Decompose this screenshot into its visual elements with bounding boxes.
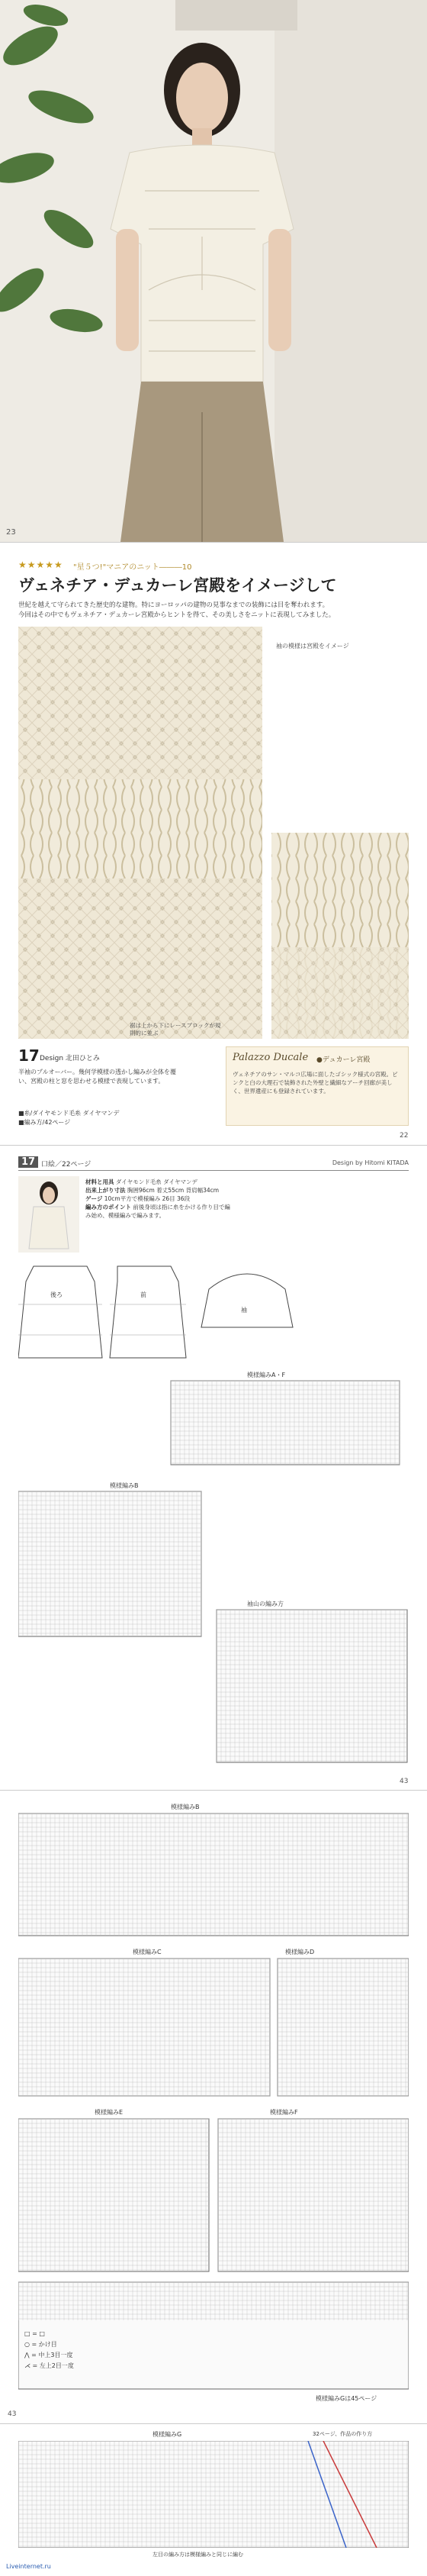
- chart-title: 模様編みB: [171, 1804, 200, 1810]
- caption-bottom: 裾は上から下にレースブロックが規則的に並ぶ: [130, 1022, 221, 1037]
- legend-item: ⋌ = 左上2目一度: [24, 2362, 74, 2369]
- knit-chart-g: [18, 2441, 409, 2548]
- design-credit: Design 北田ひとみ: [40, 1055, 100, 1062]
- legend-item: ○ = かけ目: [24, 2341, 57, 2348]
- design-credit: Design by Hitomi KITADA: [332, 1159, 409, 1166]
- legend-item: □ = □: [24, 2330, 45, 2337]
- instructions: [85, 1178, 230, 1220]
- pattern-page-1: [0, 1145, 427, 1791]
- materials: [18, 1109, 186, 1127]
- article-page: [0, 542, 427, 1146]
- chart-title: 模様編みE: [95, 2109, 124, 2116]
- part-label-sleeve: 袖: [241, 1307, 247, 1314]
- rating-stars: ★★★★★: [18, 559, 63, 570]
- closeup-top: [18, 627, 262, 779]
- palazzo-box: [226, 1046, 409, 1126]
- header-bar: [18, 1156, 409, 1171]
- model-photo: [0, 0, 427, 542]
- size-value: 胸囲96cm 着丈55cm 背肩幅34cm: [127, 1187, 220, 1194]
- materials-line: ■糸/ダイヤモンド毛糸 ダイヤマンデ: [18, 1110, 120, 1117]
- pattern-page-2: [0, 1790, 427, 2424]
- chart-title: 模様編みG: [152, 2431, 182, 2438]
- closeup-left: [18, 879, 262, 1039]
- howto-value: 前後身頃は指に糸をかける作り目で編み始め、模様編みで編みます。: [85, 1204, 230, 1219]
- chart-title: 袖山の編み方: [247, 1601, 284, 1607]
- header-text: 口絵／22ページ: [41, 1161, 92, 1169]
- caption-top: 袖の模様は宮殿をイメージ: [276, 643, 349, 650]
- intro-line: 世紀を越えて守られてきた歴史的な建物。特にヨーロッパの建物の見事なまでの装飾には目を奪われます。: [18, 601, 329, 609]
- legend-item: ⋀ = 中上3目一度: [24, 2352, 73, 2358]
- part-label-front: 前: [140, 1291, 146, 1298]
- materials-line: ■編み方/42ページ: [18, 1119, 71, 1126]
- intro-line: 今回はその中でもヴェネチア・デュカーレ宮殿からヒントを得て、その美しさをニットに表現してみました。: [18, 611, 336, 619]
- chart-title: 模様編みA・F: [247, 1372, 286, 1378]
- header-number: 17: [18, 1156, 38, 1168]
- palazzo-text: ヴェネチアのサン・マルコ広場に面したゴシック様式の宮殿。ピンクと白の大理石で装飾された外壁と繊細なアーチ回廊が美しく、世界遺産にも登録されています。: [233, 1071, 398, 1095]
- series-line: "星５つ!"マニアのニット―――10: [73, 563, 192, 572]
- model-thumbnail: [18, 1176, 79, 1253]
- chart-title: 模様編みF: [270, 2109, 298, 2116]
- design-number: 17: [18, 1046, 40, 1065]
- palazzo-title: Palazzo Ducale: [233, 1052, 309, 1063]
- palazzo-subtitle: ●デュカーレ宮殿: [316, 1056, 371, 1064]
- side-note: 32ページ、作品の作り方: [313, 2431, 373, 2437]
- knit-charts: [18, 1801, 409, 2404]
- intro-text: [18, 601, 407, 621]
- materials-label: 材料と用具: [85, 1178, 114, 1185]
- materials-value: ダイヤモンド毛糸 ダイヤマンデ: [115, 1178, 197, 1185]
- photo-page: [0, 0, 427, 542]
- article-title: ヴェネチア・デュカーレ宮殿をイメージして: [18, 575, 337, 595]
- page-number: 43: [400, 1778, 409, 1785]
- chart-title: 模様編みB: [110, 1482, 139, 1489]
- page-number: 23: [6, 528, 16, 537]
- howto-label: 編み方のポイント: [85, 1204, 131, 1211]
- chart-title: 模様編みD: [285, 1949, 315, 1955]
- part-label-back: 後ろ: [50, 1291, 63, 1298]
- gauge-value: 10cm平方で模様編み 26目 36段: [104, 1195, 191, 1202]
- page-number: 43: [8, 2410, 17, 2418]
- schematics: [18, 1259, 409, 1778]
- knit-closeups: [18, 627, 409, 1039]
- bottom-chart-page: [0, 2423, 427, 2576]
- chart-title: 模様編みC: [133, 1949, 162, 1955]
- size-label: 出来上がり寸法: [85, 1187, 126, 1194]
- footnote: 模様編みGは45ページ: [316, 2395, 377, 2402]
- footer-url: Liveinternet.ru: [6, 2563, 51, 2570]
- caption: 左目の編み方は模様編みと同じに編む: [152, 2552, 243, 2558]
- gauge-label: ゲージ: [85, 1195, 103, 1202]
- page-number: 22: [400, 1132, 409, 1140]
- design-description: 半袖のプルオーバー。幾何学模様の透かし編みが全体を覆い、宮殿の柱と窓を思わせる模様で表現しています。: [18, 1069, 176, 1085]
